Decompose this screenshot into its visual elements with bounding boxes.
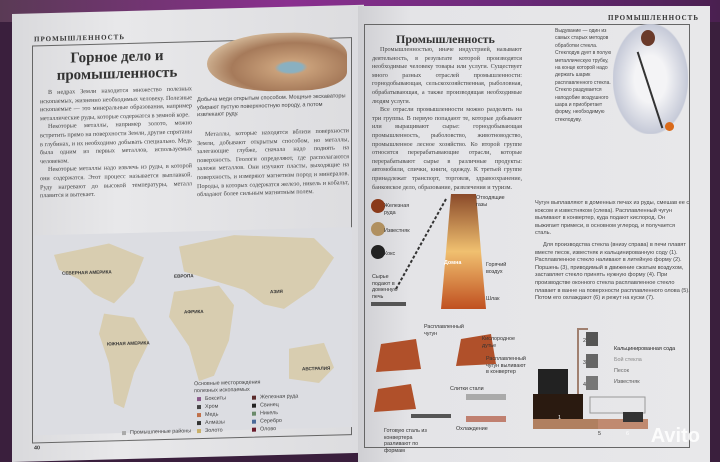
legend-title: Основные месторождения полезных ископаемых	[194, 379, 261, 394]
glassblower-sidebar: Выдувание — один из самых старых методов обработки стекла. Стеклодув дует в полую металлическую трубку, на конце которой надо держать шарик расплавленного стекла. Стекло раздувается наподобие воздушного шара и приобретает форму, необходимую стеклодуву.	[555, 28, 612, 123]
step-5: 5	[598, 431, 601, 437]
label-iron-ore: Железная руда	[384, 203, 410, 216]
legend-item: Олово	[252, 424, 307, 433]
paragraph: Все отрасли промышленности можно разделить на три группы. В первую попадают те, которые добывают или выращивают сырье: горнодобывающая промышленность, рыболовство, животноводство, промышленное лесное хозяйство. Ко второй группе относятся перерабатывающие отрасли, которые перерабатывают сырье в различные продукты: автомобили, спички, книги, одежду. К третьей группе принадлежат транспорт, торговля, здравоохранение, банковское дело, образование, развлечения и туризм.	[372, 106, 522, 191]
step-7: 7	[633, 412, 636, 418]
glass-production-text: Для производства стекла (внизу справа) в печи плавят вместе песок, известняк и кальцинированную соду (1). Расплавленное стекло наливают в литейную форму (2). Поршень (3), приводимый в движение сжатым воздухом, заставляет стекло принять нужную форму (4). При производстве оконного стекла расплавленное стекло плавает в ванне на поверхности расплавленного олова (5). Потом его охлаждают (6) и режут на куски (7).	[535, 242, 690, 302]
glass-legend-soda: Кальцинированная сода	[614, 346, 676, 352]
label-oxygen: Кислородное дутье	[482, 336, 516, 349]
glassblower-illustration	[613, 24, 688, 134]
label-pour: Расплавленный чугун выливают в конвертер	[486, 356, 526, 376]
label-cooling: Охлаждение	[456, 426, 488, 432]
map-legend	[197, 392, 307, 435]
step-2: 2	[583, 338, 586, 344]
page-header: ПРОМЫШЛЕННОСТЬ	[608, 14, 699, 22]
label-hot-air: Горячий воздух	[486, 262, 507, 275]
paragraph: Промышленностью, иначе индустрией, называют деятельность, в результате которой производятся необходимые человеку товары или услуги. Существует много разных отраслей промышленности: горнодобывающая, сельскохозяйственная, рыболовная, обрабатывающая, а также производящая необходимые людям услуги.	[372, 46, 522, 105]
page-number: 40	[34, 445, 40, 452]
continent-label: ЮЖНАЯ АМЕРИКА	[107, 340, 150, 347]
page-title: Промышленность	[396, 32, 495, 46]
intro-text	[40, 85, 192, 201]
label-furnace: Домна	[444, 260, 462, 266]
step-3: 3	[583, 360, 586, 366]
glass-legend-sand: Песок	[614, 368, 629, 374]
paragraph: Некоторые металлы, например золото, можно встретить прямо на поверхности Земли, другие спрятаны в глубинах, и их необходимо добывать специально. Медь была одним из первых металлов, используемых человеком.	[40, 119, 192, 166]
glass-legend-cullet: Бой стекла	[614, 357, 642, 363]
label-limestone: Известняк	[384, 228, 410, 234]
avito-watermark: Avito	[650, 425, 700, 447]
glass-legend-limestone: Известняк	[614, 379, 640, 385]
right-page	[358, 6, 710, 462]
paragraph: Некоторые металлы надо извлечь из руды, в которой они содержатся. Этот процесс называется выплавкой. Руду нагревают до высокой температуры, металл плавится и вытекает.	[40, 162, 192, 200]
continent-label: АЗИЯ	[270, 288, 283, 295]
step-4: 4	[583, 382, 586, 388]
mining-text	[197, 127, 349, 200]
paragraph: Металлы, которые находятся вблизи поверхности Земли, добывают открытым способом, но металлы, залегающие глубже, сначала надо поднять на поверхность. Геологи определяют, где располагаются залежи металлов. Они изучают пласты, выходящие на поверхность, и измеряют магнетизм пород и минералов. Породы, в которых содержатся железо, никель и кобальт, обладают более сильным магнитным полем.	[197, 127, 349, 199]
continent-label: ЕВРОПА	[174, 273, 194, 279]
industry-text	[372, 46, 522, 192]
continent-label: АВСТРАЛИЯ	[302, 365, 331, 372]
label-ready-steel: Готовую сталь из конвертера разливают по формам	[384, 428, 427, 454]
legend-item: Никель	[252, 408, 307, 417]
legend-item: Алмазы	[197, 418, 252, 427]
legend-item: Железная руда	[252, 392, 307, 401]
continent-label: АФРИКА	[184, 308, 204, 315]
legend-item: Бокситы	[197, 394, 252, 403]
paragraph: В недрах Земли находится множество полезных ископаемых, жизненно необходимых человеку. Полезные ископаемые — это минеральные образования, например металлические руды, которые содержатся в земной коре.	[40, 85, 192, 123]
continent-label: СЕВЕРНАЯ АМЕРИКА	[62, 269, 112, 276]
industrial-areas-label: Промышленные районы	[122, 427, 191, 437]
label-feed: Сырье подают в доменную печь	[372, 274, 398, 300]
label-slag: Шлак	[486, 296, 500, 302]
step-6: 6	[626, 431, 629, 437]
step-1: 1	[558, 415, 561, 421]
legend-item: Свинец	[252, 400, 307, 409]
legend-item: Золото	[197, 426, 252, 435]
label-gases: Отходящие газы	[476, 195, 505, 208]
label-coke: Кокс	[384, 251, 396, 257]
legend-item: Медь	[197, 410, 252, 419]
legend-item: Хром	[197, 402, 252, 411]
legend-item: Серебро	[252, 416, 307, 425]
blast-furnace-text: Чугун выплавляют в доменных печах из руды, смешав ее с коксом и известняком (слева). Расплавленный чугун выливают в конвертер, куда подают кислород. Он выжигает примеси, в основном углерод, и получается сталь.	[535, 200, 690, 237]
page-title: Горное дело и промышленность	[56, 48, 178, 84]
left-page	[12, 5, 364, 462]
page-header: ПРОМЫШЛЕННОСТЬ	[34, 33, 125, 44]
label-molten-iron: Расплавленный чугун	[424, 324, 464, 337]
image-caption: Добыча меди открытым способом. Мощные экскаваторы убирают пустую поверхностную породу, а потом извлекают руду.	[197, 93, 346, 119]
label-ingots: Слитки стали	[450, 386, 484, 392]
